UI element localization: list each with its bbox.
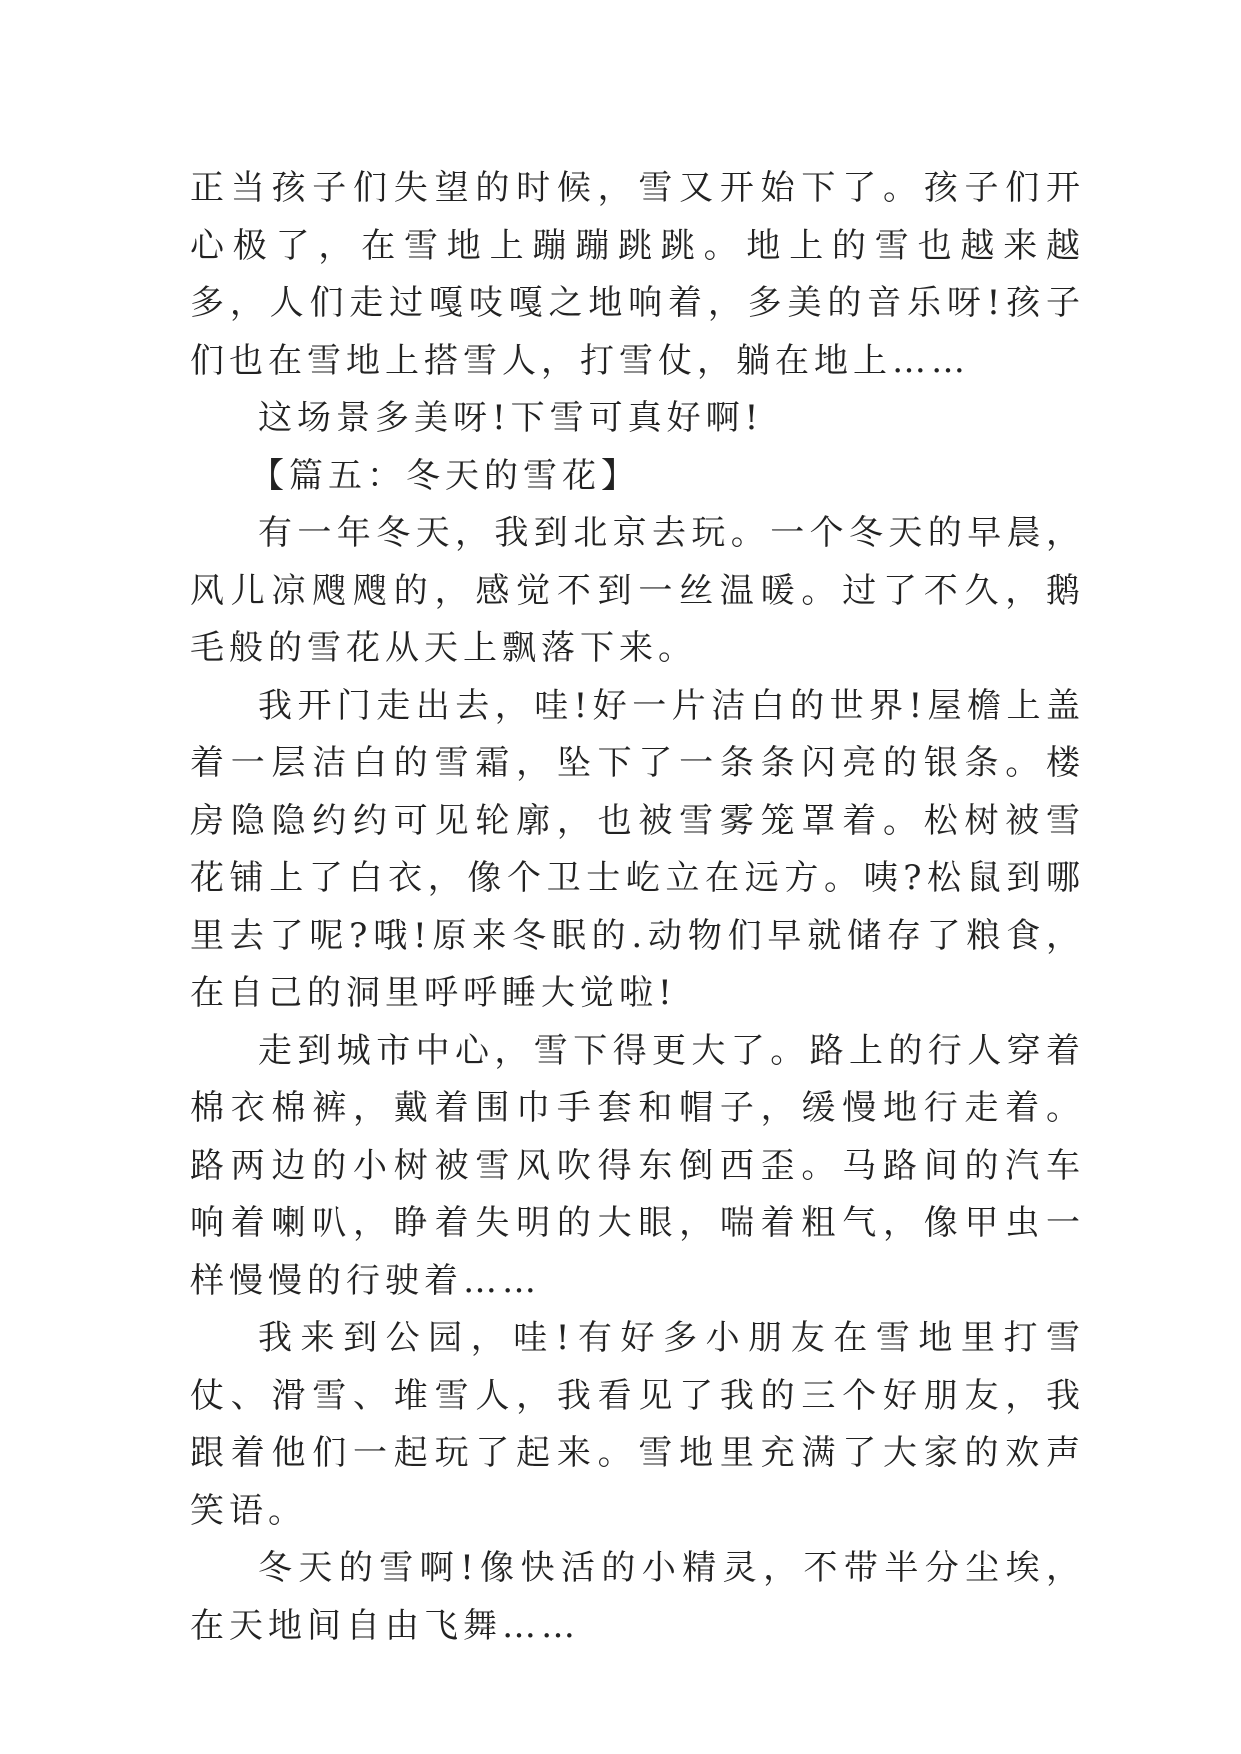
document-page xyxy=(190,160,1085,1655)
section-heading: 【篇五：冬天的雪花】 xyxy=(250,455,640,496)
paragraph-park: 我来到公园，哇!有好多小朋友在雪地里打雪仗、滑雪、堆雪人，我看见了我的三个好朋友，我跟着他们一起玩了起来。雪地里充满了大家的欢声笑语。 xyxy=(190,1318,1085,1531)
paragraph-beijing: 有一年冬天，我到北京去玩。一个冬天的早晨，风儿凉飕飕的，感觉不到一丝温暖。过了不久，鹅毛般的雪花从天上飘落下来。 xyxy=(190,513,1085,668)
paragraph-city-center: 走到城市中心，雪下得更大了。路上的行人穿着棉衣棉裤，戴着围巾手套和帽子，缓慢地行走着。路两边的小树被雪风吹得东倒西歪。马路间的汽车响着喇叭，睁着失明的大眼，喘着粗气，像甲虫一样慢慢的行驶着…… xyxy=(190,1030,1085,1301)
paragraph-white-world: 我开门走出去，哇!好一片洁白的世界!屋檐上盖着一层洁白的雪霜，坠下了一条条闪亮的银条。楼房隐隐约约可见轮廓，也被雪雾笼罩着。松树被雪花铺上了白衣，像个卫士屹立在远方。咦?松鼠到哪里去了呢?哦!原来冬眠的.动物们早就储存了粮食，在自己的洞里呼呼睡大觉啦! xyxy=(190,685,1085,1013)
paragraph-continuation: 正当孩子们失望的时候，雪又开始下了。孩子们开心极了，在雪地上蹦蹦跳跳。地上的雪也越来越多，人们走过嘎吱嘎之地响着，多美的音乐呀!孩子们也在雪地上搭雪人，打雪仗，躺在地上…… xyxy=(190,168,1085,381)
paragraph-closing: 冬天的雪啊!像快活的小精灵，不带半分尘埃，在天地间自由飞舞…… xyxy=(190,1548,1085,1646)
paragraph-exclamation: 这场景多美呀!下雪可真好啊! xyxy=(258,398,764,438)
